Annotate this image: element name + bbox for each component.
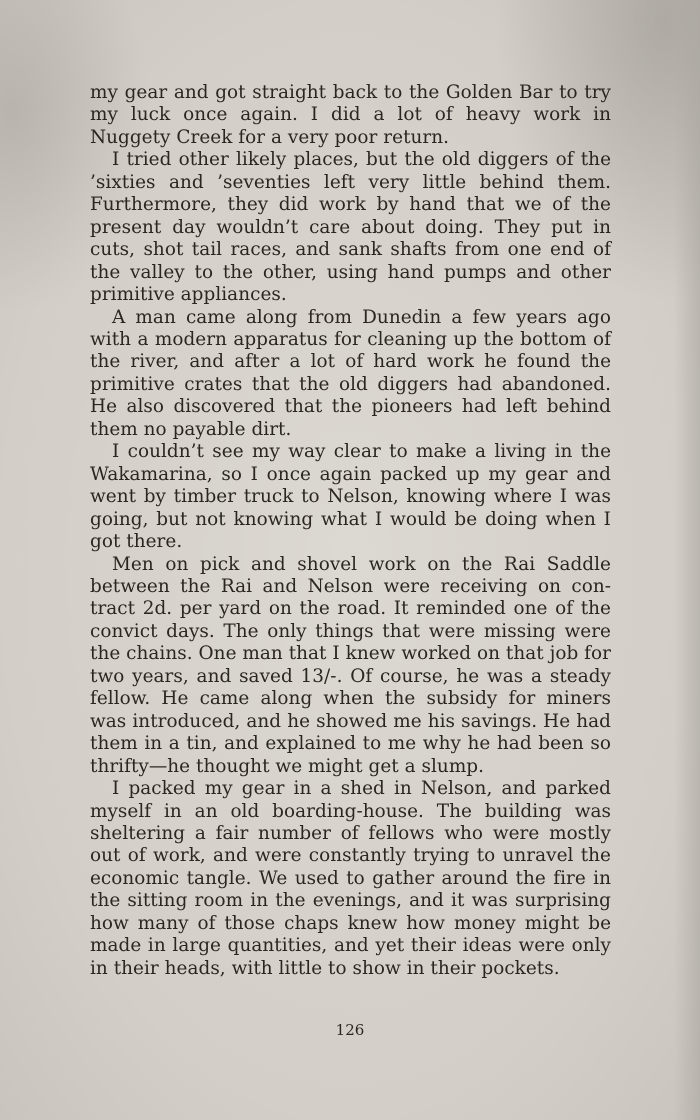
paragraph-4: I couldn’t see my way clear to make a living in the Wakamarina, so I once again packed up my gear and went by timber truck to Nelson, knowing where I was going, but not knowing what I would be doing when I got there. [90,441,611,553]
paragraph-2: I tried other likely places, but the old diggers of the ’sixties and ’seventies left very little behind them. Furthermore, they did work by hand that we of the present day wouldn’t care about doing. They put in cuts, shot tail races, and sank shafts from one end of the valley to the other, using hand pumps and other primitive appliances. [90,149,611,306]
paragraph-3: A man came along from Dunedin a few years ago with a modern apparatus for cleaning up the bottom of the river, and after a lot of hard work he found the primitive crates that the old diggers had abandoned. He also discovered that the pioneers had left behind them no payable dirt. [90,306,611,440]
paragraph-6: I packed my gear in a shed in Nelson, and parked myself in an old boarding-house. The building was sheltering a fair number of fellows who were mostly out of work, and were constantly trying to unravel the economic tangle. We used to gather around the fire in the sitting room in the evenings, and it was surprising how many of those chaps knew how money might be made in large quantities, and yet their ideas were only in their heads, with little to show in their pockets. [90,778,611,979]
body-text [90,82,611,980]
page-edge-shading [674,0,700,1120]
paragraph-1: my gear and got straight back to the Golden Bar to try my luck once again. I did a lot of heavy work in Nuggety Creek for a very poor return. [90,82,611,148]
page-number: 126 [335,1021,365,1039]
paragraph-5: Men on pick and shovel work on the Rai Saddle between the Rai and Nelson were receiving on contract 2d. per yard on the road. It reminded one of the convict days. The only things that were missing were the chains. One man that I knew worked on that job for two years, and saved 13/-. Of course, he was a steady fellow. He came along when the subsidy for miners was introduced, and he showed me his savings. He had them in a tin, and explained to me why he had been so thrifty—he thought we might get a slump. [90,553,611,777]
